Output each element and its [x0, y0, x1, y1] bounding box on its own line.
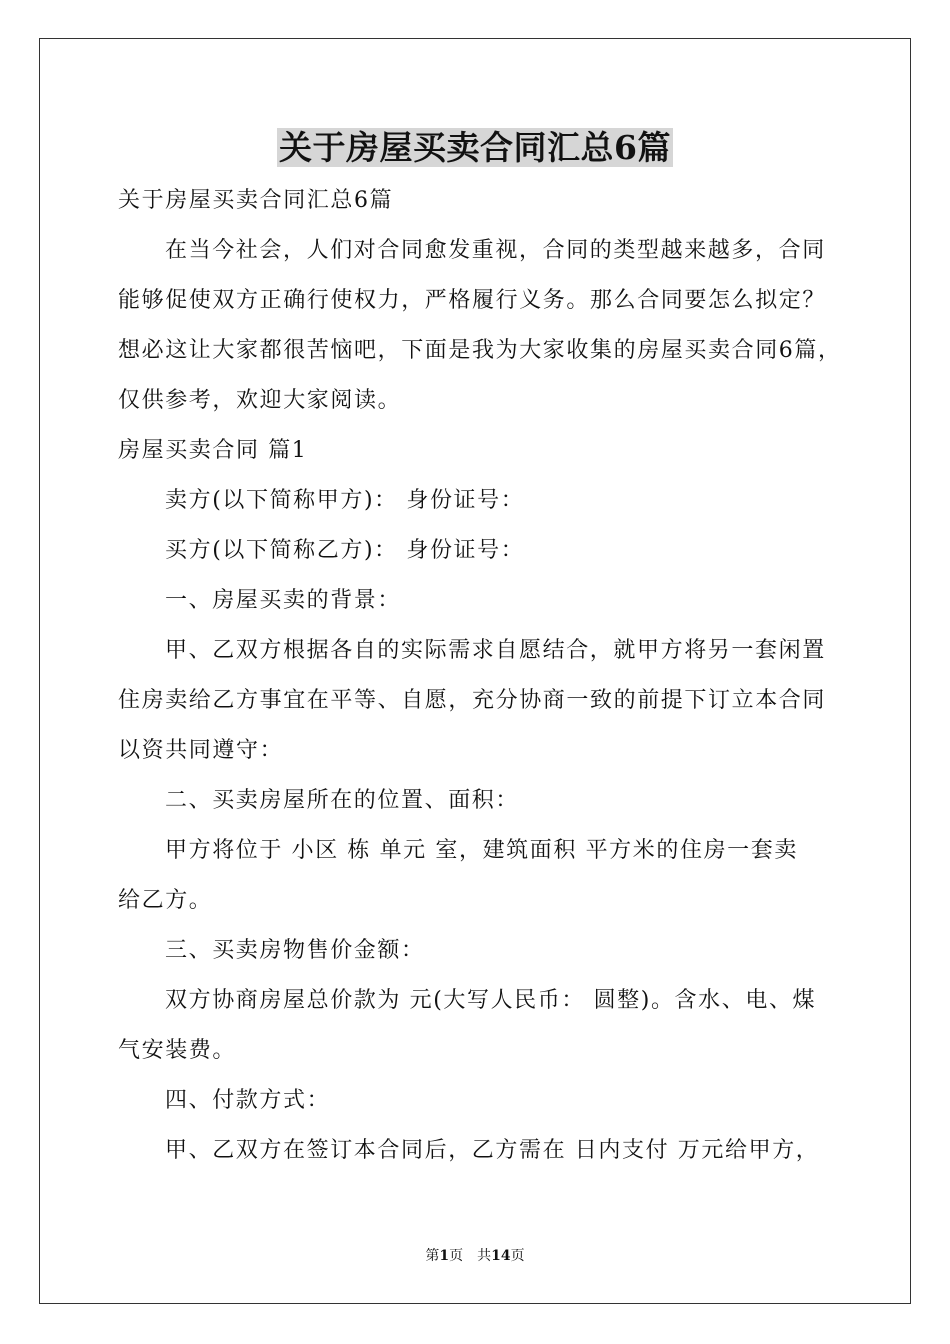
clause-heading: 二、买卖房屋所在的位置、面积： — [165, 788, 520, 813]
section-heading: 房屋买卖合同 篇1 — [118, 438, 308, 463]
paragraph-line: 以资共同遵守： — [118, 738, 284, 763]
subtitle-line: 关于房屋买卖合同汇总6篇 — [118, 188, 394, 213]
clause-heading: 四、付款方式： — [165, 1088, 331, 1113]
page-footer — [0, 1246, 950, 1266]
footer-page-total: 14 — [491, 1248, 511, 1264]
document-title — [0, 124, 950, 172]
document-body — [118, 176, 842, 1176]
paragraph-line: 住房卖给乙方事宜在平等、自愿，充分协商一致的前提下订立本合同 — [118, 688, 827, 713]
paragraph-line: 仅供参考，欢迎大家阅读。 — [118, 388, 402, 413]
paragraph-line: 想必这让大家都很苦恼吧，下面是我为大家收集的房屋买卖合同6篇， — [118, 338, 842, 363]
footer-page-mid: 页 共 — [449, 1248, 492, 1264]
paragraph-line: 能够促使双方正确行使权力，严格履行义务。那么合同要怎么拟定？ — [118, 288, 827, 313]
paragraph-line: 双方协商房屋总价款为 元(大写人民币： 圆整)。含水、电、煤 — [165, 988, 817, 1013]
document-title-text: 关于房屋买卖合同汇总6篇 — [279, 128, 671, 167]
paragraph-line: 气安装费。 — [118, 1038, 237, 1063]
clause-heading: 一、房屋买卖的背景： — [165, 588, 402, 613]
footer-page-current: 1 — [439, 1248, 450, 1264]
paragraph-line: 甲、乙双方在签订本合同后，乙方需在 日内支付 万元给甲方， — [165, 1138, 820, 1163]
seller-line: 卖方(以下简称甲方)： 身份证号： — [165, 488, 525, 513]
paragraph-line: 给乙方。 — [118, 888, 213, 913]
clause-heading: 三、买卖房物售价金额： — [165, 938, 425, 963]
footer-page-prefix: 第 — [425, 1248, 440, 1264]
buyer-line: 买方(以下简称乙方)： 身份证号： — [165, 538, 525, 563]
paragraph-line: 甲、乙双方根据各自的实际需求自愿结合，就甲方将另一套闲置 — [165, 638, 826, 663]
paragraph-line: 甲方将位于 小区 栋 单元 室，建筑面积 平方米的住房一套卖 — [165, 838, 798, 863]
paragraph-line: 在当今社会，人们对合同愈发重视，合同的类型越来越多，合同 — [165, 238, 826, 263]
footer-page-suffix: 页 — [510, 1248, 525, 1264]
